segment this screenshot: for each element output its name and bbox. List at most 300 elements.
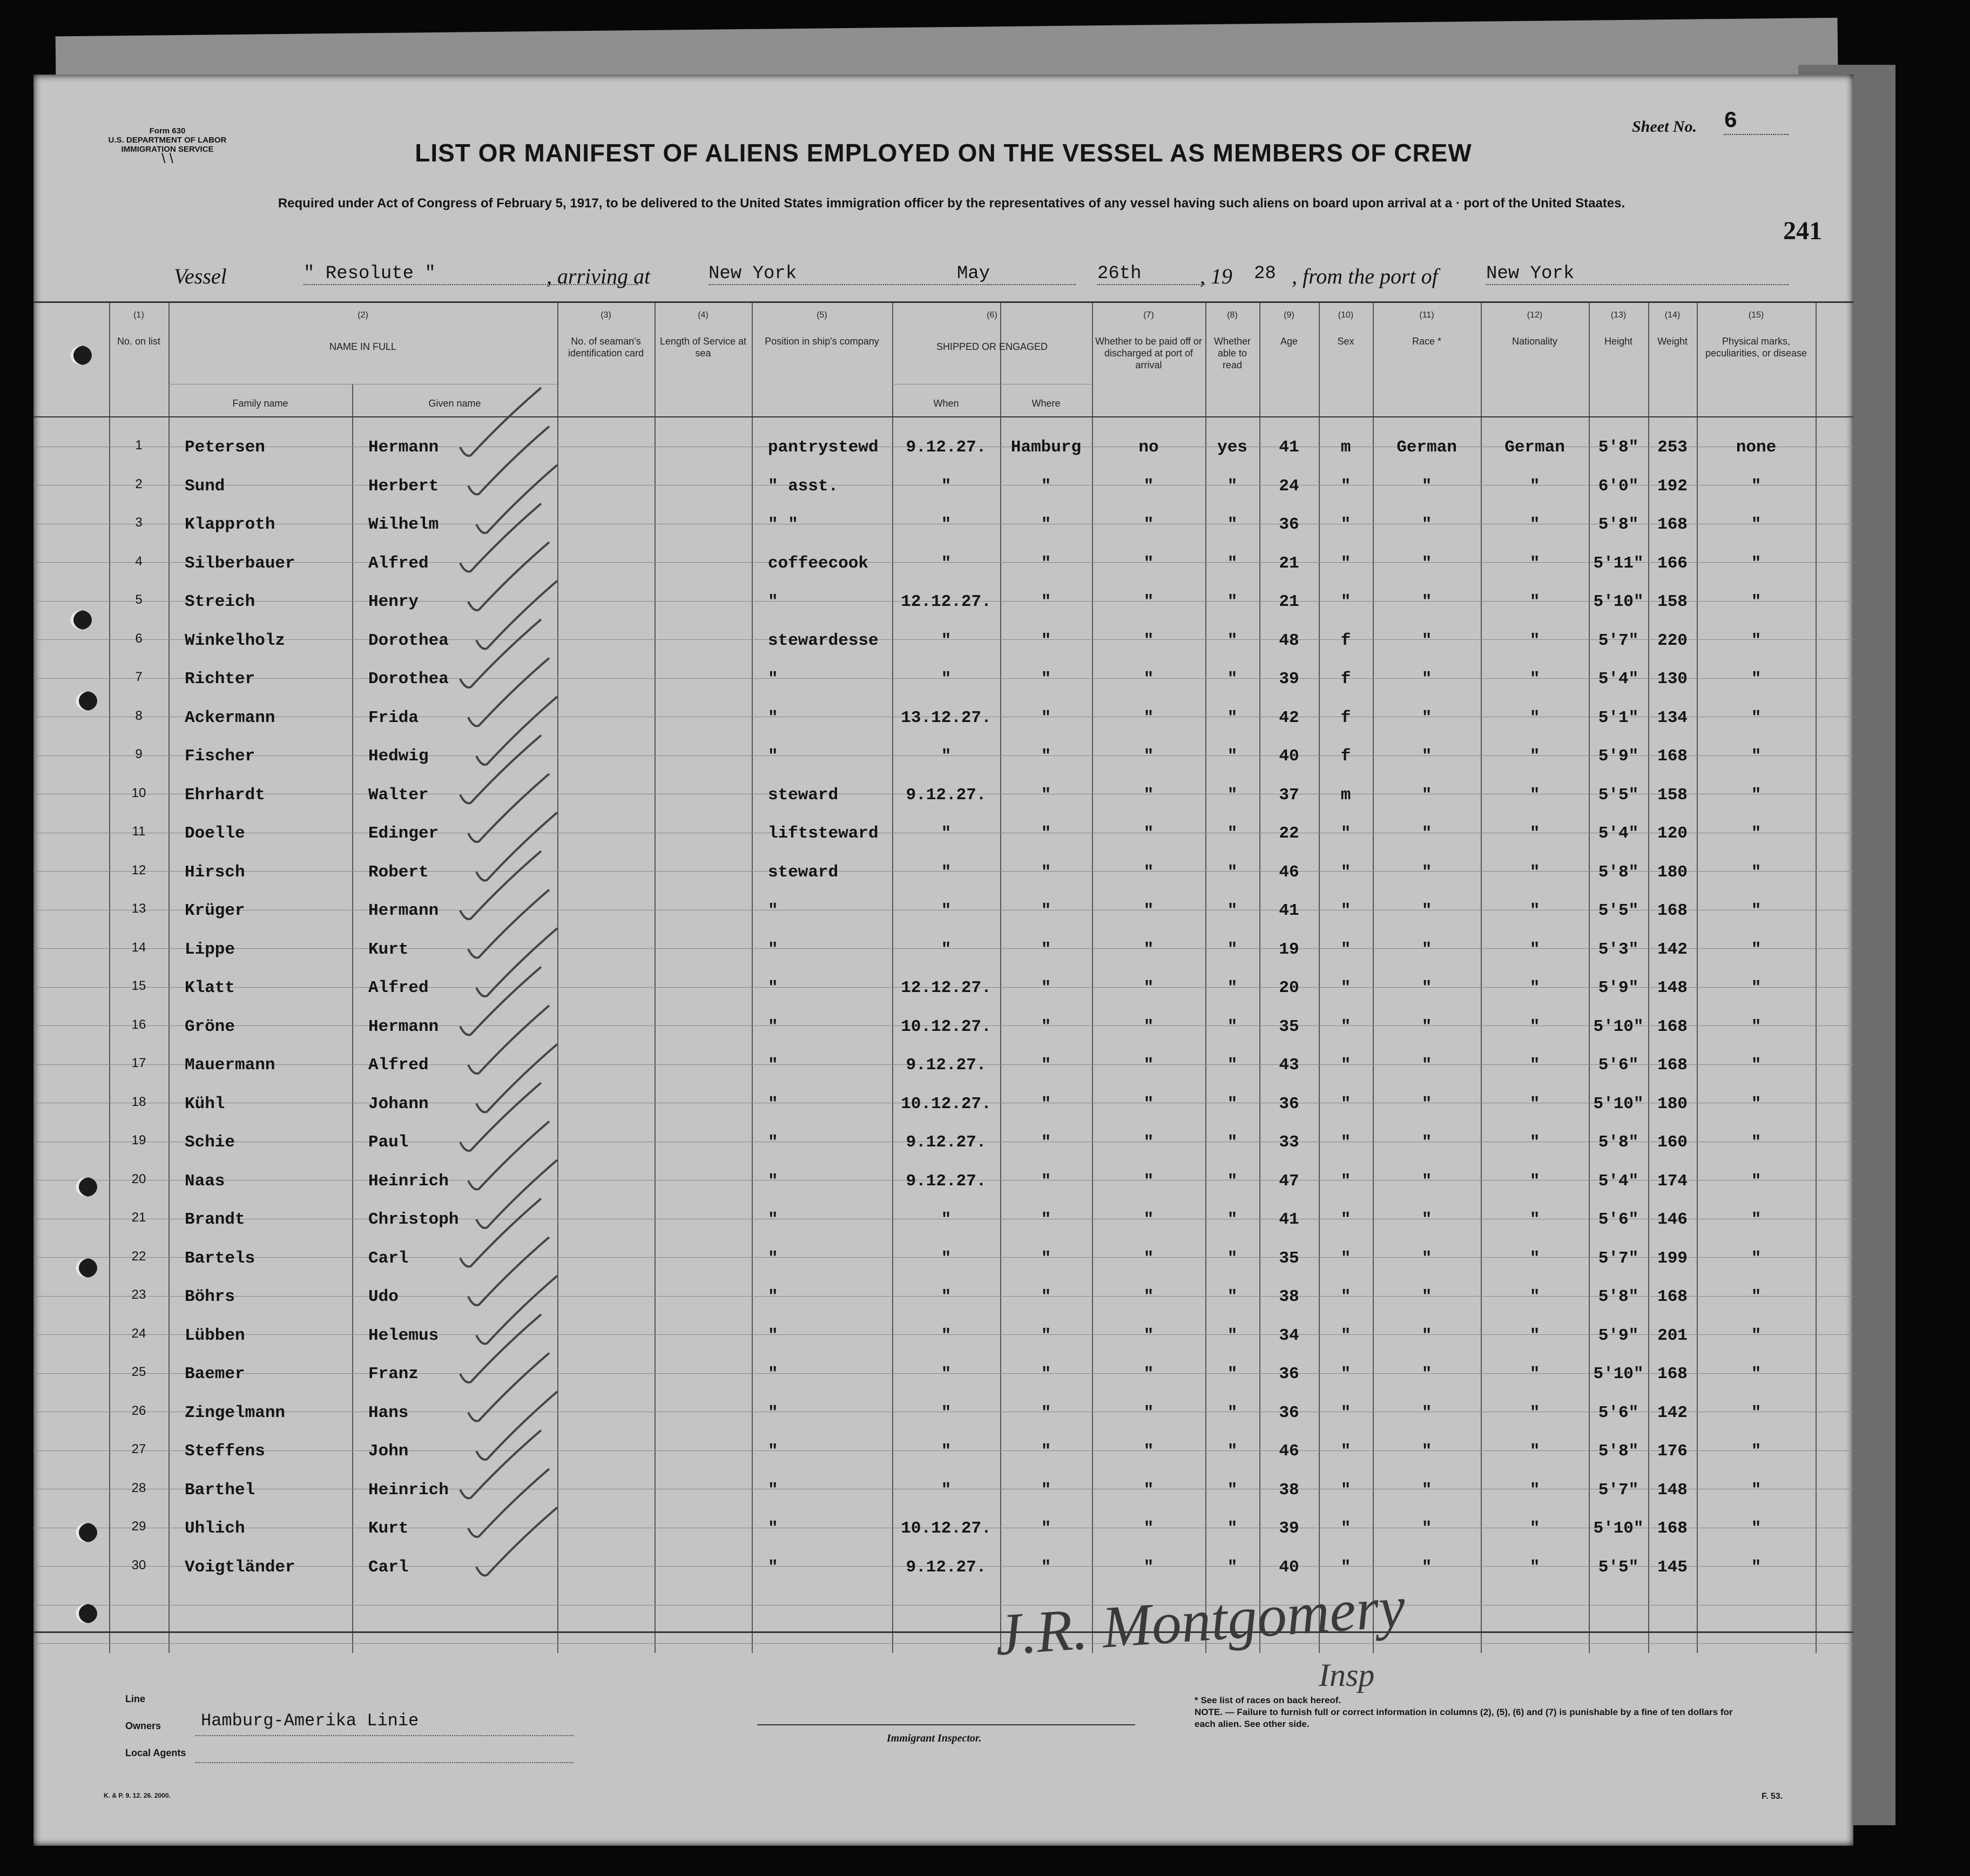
cell-paid: ": [1143, 940, 1154, 959]
cell-position: ": [768, 1326, 778, 1345]
cell-race: ": [1421, 1171, 1432, 1191]
cell-marks: ": [1751, 1249, 1762, 1268]
cell-family: Kühl: [185, 1094, 225, 1114]
column-header: Race *: [1412, 336, 1442, 347]
cell-nat: ": [1529, 747, 1540, 766]
from-port: New York: [1486, 264, 1789, 285]
cell-sex: ": [1340, 940, 1351, 959]
cell-height: 5'4": [1598, 824, 1639, 843]
cell-nat: ": [1529, 515, 1540, 534]
cell-sex: ": [1340, 1326, 1351, 1345]
cell-where: ": [1041, 1557, 1051, 1577]
cell-paid: ": [1143, 1210, 1154, 1229]
cell-sex: ": [1340, 1442, 1351, 1461]
cell-read: ": [1227, 1171, 1238, 1191]
cell-family: Steffens: [185, 1442, 265, 1461]
cell-race: ": [1421, 862, 1432, 882]
cell-family: Fischer: [185, 747, 255, 766]
cell-nat: ": [1529, 631, 1540, 650]
cell-given: Alfred: [368, 1056, 429, 1075]
cell-sex: f: [1340, 708, 1351, 727]
cell-read: ": [1227, 1017, 1238, 1036]
cell-no: 14: [131, 940, 146, 955]
race-note: * See list of races on back hereof.: [1195, 1695, 1341, 1705]
cell-age: 40: [1279, 747, 1299, 766]
cell-where: ": [1041, 515, 1051, 534]
cell-weight: 142: [1657, 940, 1688, 959]
cell-read: ": [1227, 979, 1238, 997]
cell-position: ": [768, 1480, 778, 1500]
cell-family: Lübben: [185, 1326, 245, 1345]
cell-age: 33: [1279, 1133, 1299, 1152]
column-header: Position in ship's company: [765, 336, 879, 347]
cell-weight: 180: [1657, 1094, 1688, 1114]
cell-sex: ": [1340, 1171, 1351, 1191]
cell-no: 16: [131, 1017, 146, 1032]
cell-weight: 158: [1657, 785, 1688, 805]
cell-family: Naas: [185, 1171, 225, 1191]
owners-value: Hamburg-Amerika Linie: [201, 1711, 419, 1731]
cell-race: ": [1421, 1326, 1432, 1345]
printer-mark: K. & P. 9. 12. 26. 2000.: [104, 1792, 171, 1799]
cell-race: ": [1421, 670, 1432, 689]
cell-marks: ": [1751, 979, 1762, 997]
cell-no: 28: [131, 1480, 146, 1495]
cell-where: ": [1041, 592, 1051, 611]
cell-age: 41: [1279, 1210, 1299, 1229]
cell-read: ": [1227, 1133, 1238, 1152]
cell-no: 5: [135, 592, 143, 607]
cell-where: ": [1041, 670, 1051, 689]
cell-read: ": [1227, 631, 1238, 650]
column-rule: [352, 384, 353, 1653]
cell-where: ": [1041, 1017, 1051, 1036]
cell-no: 27: [131, 1442, 146, 1456]
cell-height: 5'5": [1598, 901, 1639, 920]
cell-no: 8: [135, 708, 143, 723]
cell-where: ": [1041, 1442, 1051, 1461]
cell-paid: ": [1143, 785, 1154, 805]
column-header: No. of seaman's identification card: [568, 336, 644, 359]
cell-height: 5'5": [1598, 785, 1639, 805]
cell-age: 36: [1279, 1403, 1299, 1422]
cell-sex: ": [1340, 1403, 1351, 1422]
cell-position: ": [768, 979, 778, 997]
punch-hole: [76, 1523, 97, 1542]
cell-position: ": [768, 1403, 778, 1422]
cell-race: ": [1421, 901, 1432, 920]
cell-family: Voigtländer: [185, 1557, 295, 1577]
cell-sex: ": [1340, 1557, 1351, 1577]
cell-position: steward: [768, 862, 839, 882]
service: IMMIGRATION SERVICE: [121, 145, 214, 154]
cell-read: ": [1227, 901, 1238, 920]
cell-marks: ": [1751, 1519, 1762, 1538]
cell-family: Streich: [185, 592, 255, 611]
cell-marks: ": [1751, 1442, 1762, 1461]
cell-paid: ": [1143, 1557, 1154, 1577]
column-header: No. on list: [117, 336, 161, 347]
cell-nat: ": [1529, 670, 1540, 689]
cell-nat: ": [1529, 862, 1540, 882]
cell-nat: ": [1529, 1094, 1540, 1114]
sheet-number: 6: [1724, 108, 1789, 135]
cell-weight: 253: [1657, 438, 1688, 457]
cell-paid: ": [1143, 515, 1154, 534]
cell-position: liftsteward: [768, 824, 879, 843]
cell-age: 36: [1279, 1365, 1299, 1384]
column-header: Whether able to read: [1213, 336, 1251, 370]
cell-sex: ": [1340, 901, 1351, 920]
cell-paid: no: [1138, 438, 1159, 457]
cell-weight: 168: [1657, 901, 1688, 920]
cell-given: Wilhelm: [368, 515, 439, 534]
cell-marks: ": [1751, 554, 1762, 573]
cell-height: 5'9": [1598, 979, 1639, 997]
cell-no: 13: [131, 901, 146, 916]
cell-race: ": [1421, 1442, 1432, 1461]
cell-read: ": [1227, 476, 1238, 496]
cell-age: 36: [1279, 515, 1299, 534]
column-number: (8): [1227, 311, 1238, 320]
cell-weight: 134: [1657, 708, 1688, 727]
cell-where: ": [1041, 979, 1051, 997]
cell-read: yes: [1217, 438, 1247, 457]
cell-given: Dorothea: [368, 670, 449, 689]
cell-given: Kurt: [368, 940, 409, 959]
cell-read: ": [1227, 785, 1238, 805]
column-number: (3): [601, 311, 611, 320]
cell-read: ": [1227, 592, 1238, 611]
page-title: LIST OR MANIFEST OF ALIENS EMPLOYED ON THE VESSEL AS MEMBERS OF CREW: [415, 139, 1472, 167]
column-number: (11): [1419, 311, 1434, 320]
column-subheader: Given name: [428, 398, 481, 409]
cell-paid: ": [1143, 1442, 1154, 1461]
column-number: (2): [357, 311, 368, 320]
cell-age: 38: [1279, 1287, 1299, 1306]
cell-no: 17: [131, 1056, 146, 1070]
cell-no: 12: [131, 862, 146, 878]
cell-family: Zingelmann: [185, 1403, 286, 1422]
cell-family: Mauermann: [185, 1056, 275, 1075]
cell-race: ": [1421, 515, 1432, 534]
punch-hole: [76, 691, 97, 711]
cell-height: 5'8": [1598, 1442, 1639, 1461]
cell-where: ": [1041, 824, 1051, 843]
cell-position: ": [768, 1056, 778, 1075]
cell-race: ": [1421, 1017, 1432, 1036]
cell-marks: ": [1751, 670, 1762, 689]
cell-weight: 168: [1657, 1017, 1688, 1036]
cell-where: ": [1041, 1249, 1051, 1268]
cell-when: ": [941, 1287, 952, 1306]
cell-paid: ": [1143, 1326, 1154, 1345]
cell-weight: 201: [1657, 1326, 1688, 1345]
cell-paid: ": [1143, 862, 1154, 882]
cell-nat: ": [1529, 1519, 1540, 1538]
cell-read: ": [1227, 1442, 1238, 1461]
punch-hole: [70, 346, 92, 365]
cell-family: Bartels: [185, 1249, 255, 1268]
cell-when: ": [941, 476, 952, 496]
cell-no: 19: [131, 1133, 146, 1148]
column-number: (1): [133, 311, 144, 320]
cell-sex: ": [1340, 1017, 1351, 1036]
cell-read: ": [1227, 1287, 1238, 1306]
cell-given: Frida: [368, 708, 419, 727]
cell-position: ": [768, 1249, 778, 1268]
cell-sex: ": [1340, 515, 1351, 534]
cell-nat: ": [1529, 1210, 1540, 1229]
cell-no: 6: [135, 631, 143, 646]
cell-age: 41: [1279, 901, 1299, 920]
handwritten-mark: \ \: [161, 150, 173, 166]
column-header: Nationality: [1512, 336, 1558, 347]
cell-family: Ehrhardt: [185, 785, 265, 805]
cell-given: Hedwig: [368, 747, 429, 766]
cell-sex: f: [1340, 631, 1351, 650]
crew-table: [33, 301, 1853, 1653]
cell-height: 5'9": [1598, 1326, 1639, 1345]
cell-nat: ": [1529, 1403, 1540, 1422]
cell-family: Schie: [185, 1133, 235, 1152]
cell-age: 48: [1279, 631, 1299, 650]
cell-read: ": [1227, 1557, 1238, 1577]
cell-paid: ": [1143, 708, 1154, 727]
cell-when: 9.12.27.: [906, 1557, 987, 1577]
cell-sex: ": [1340, 1133, 1351, 1152]
cell-paid: ": [1143, 979, 1154, 997]
cell-weight: 168: [1657, 747, 1688, 766]
cell-weight: 146: [1657, 1210, 1688, 1229]
cell-position: ": [768, 1519, 778, 1538]
form-code: F. 53.: [1762, 1792, 1783, 1801]
cell-where: ": [1041, 1287, 1051, 1306]
cell-paid: ": [1143, 824, 1154, 843]
cell-no: 20: [131, 1171, 146, 1186]
cell-position: ": [768, 1017, 778, 1036]
cell-marks: ": [1751, 747, 1762, 766]
cell-age: 21: [1279, 554, 1299, 573]
cell-marks: ": [1751, 1557, 1762, 1577]
cell-no: 3: [135, 515, 143, 530]
cell-sex: m: [1340, 438, 1351, 457]
column-subheader: When: [933, 398, 959, 409]
cell-given: Heinrich: [368, 1171, 449, 1191]
cell-height: 5'8": [1598, 515, 1639, 534]
column-number: (7): [1143, 311, 1154, 320]
cell-age: 42: [1279, 708, 1299, 727]
cell-marks: ": [1751, 901, 1762, 920]
cell-race: ": [1421, 1210, 1432, 1229]
cell-nat: ": [1529, 1442, 1540, 1461]
cell-height: 5'10": [1593, 1094, 1644, 1114]
arrival-month: May: [957, 264, 1076, 285]
cell-when: 9.12.27.: [906, 438, 987, 457]
cell-age: 36: [1279, 1094, 1299, 1114]
penalty-note: NOTE. — Failure to furnish full or correct information in columns (2), (5), (6) and (7) is punishable by a fine of ten dollars for each alien. See other side.: [1195, 1707, 1733, 1729]
cell-given: Herbert: [368, 476, 439, 496]
cell-given: Alfred: [368, 554, 429, 573]
cell-no: 7: [135, 670, 143, 684]
vessel-line: [141, 258, 1794, 296]
cell-sex: m: [1340, 785, 1351, 805]
cell-when: ": [941, 515, 952, 534]
cell-weight: 120: [1657, 824, 1688, 843]
cell-given: Paul: [368, 1133, 409, 1152]
year-prefix: , 19: [1200, 264, 1232, 288]
cell-race: ": [1421, 554, 1432, 573]
cell-family: Petersen: [185, 438, 265, 457]
cell-position: steward: [768, 785, 839, 805]
cell-given: John: [368, 1442, 409, 1461]
cell-age: 47: [1279, 1171, 1299, 1191]
cell-weight: 148: [1657, 1480, 1688, 1500]
cell-read: ": [1227, 824, 1238, 843]
cell-given: Helemus: [368, 1326, 439, 1345]
cell-where: ": [1041, 940, 1051, 959]
cell-position: ": [768, 901, 778, 920]
column-number: (12): [1527, 311, 1543, 320]
cell-paid: ": [1143, 670, 1154, 689]
cell-race: ": [1421, 1557, 1432, 1577]
cell-race: ": [1421, 1249, 1432, 1268]
form-number: Form 630: [149, 126, 186, 136]
cell-given: Udo: [368, 1287, 399, 1306]
cell-no: 21: [131, 1210, 146, 1225]
cell-age: 21: [1279, 592, 1299, 611]
cell-nat: ": [1529, 1326, 1540, 1345]
column-number: (9): [1284, 311, 1294, 320]
line-label: Line: [125, 1693, 146, 1704]
cell-nat: ": [1529, 824, 1540, 843]
cell-age: 46: [1279, 1442, 1299, 1461]
cell-where: ": [1041, 862, 1051, 882]
cell-when: 9.12.27.: [906, 1056, 987, 1075]
cell-height: 5'11": [1593, 554, 1644, 573]
cell-when: ": [941, 631, 952, 650]
cell-family: Doelle: [185, 824, 245, 843]
cell-weight: 176: [1657, 1442, 1688, 1461]
cell-marks: ": [1751, 1326, 1762, 1345]
cell-family: Böhrs: [185, 1287, 235, 1306]
cell-where: ": [1041, 1519, 1051, 1538]
cell-family: Richter: [185, 670, 255, 689]
table-bottom-rule: [33, 1631, 1853, 1633]
column-subheader: Family name: [232, 398, 288, 409]
cell-marks: ": [1751, 476, 1762, 496]
cell-paid: ": [1143, 901, 1154, 920]
cell-weight: 168: [1657, 1287, 1688, 1306]
cell-given: Kurt: [368, 1519, 409, 1538]
cell-height: 5'3": [1598, 940, 1639, 959]
cell-no: 15: [131, 979, 146, 993]
cell-nat: ": [1529, 979, 1540, 997]
cell-paid: ": [1143, 1094, 1154, 1114]
cell-weight: 142: [1657, 1403, 1688, 1422]
cell-read: ": [1227, 1365, 1238, 1384]
column-header: SHIPPED OR ENGAGED: [936, 341, 1048, 352]
cell-sex: ": [1340, 554, 1351, 573]
cell-position: ": [768, 592, 778, 611]
cell-race: ": [1421, 747, 1432, 766]
footnotes: [1195, 1695, 1735, 1730]
cell-read: ": [1227, 1480, 1238, 1500]
cell-no: 29: [131, 1519, 146, 1534]
cell-nat: ": [1529, 1480, 1540, 1500]
cell-nat: ": [1529, 1557, 1540, 1577]
cell-when: ": [941, 901, 952, 920]
cell-height: 6'0": [1598, 476, 1639, 496]
cell-family: Winkelholz: [185, 631, 286, 650]
cell-no: 10: [131, 785, 146, 800]
cell-sex: ": [1340, 1480, 1351, 1500]
cell-paid: ": [1143, 592, 1154, 611]
cell-nat: ": [1529, 901, 1540, 920]
cell-read: ": [1227, 1056, 1238, 1075]
column-header: NAME IN FULL: [329, 341, 397, 352]
cell-height: 5'8": [1598, 862, 1639, 882]
cell-when: ": [941, 747, 952, 766]
cell-height: 5'10": [1593, 1017, 1644, 1036]
cell-paid: ": [1143, 554, 1154, 573]
cell-age: 41: [1279, 438, 1299, 457]
cell-sex: ": [1340, 1365, 1351, 1384]
cell-height: 5'7": [1598, 631, 1639, 650]
cell-height: 5'8": [1598, 1133, 1639, 1152]
cell-race: ": [1421, 708, 1432, 727]
cell-read: ": [1227, 1326, 1238, 1345]
cell-family: Klatt: [185, 979, 235, 997]
cell-where: ": [1041, 631, 1051, 650]
cell-weight: 174: [1657, 1171, 1688, 1191]
cell-marks: ": [1751, 1287, 1762, 1306]
cell-height: 5'6": [1598, 1210, 1639, 1229]
cell-family: Ackermann: [185, 708, 275, 727]
cell-paid: ": [1143, 1249, 1154, 1268]
cell-family: Klapproth: [185, 515, 275, 534]
owners-underline: [195, 1735, 574, 1736]
cell-race: ": [1421, 1365, 1432, 1384]
cell-weight: 158: [1657, 592, 1688, 611]
cell-nat: ": [1529, 1017, 1540, 1036]
cell-sex: ": [1340, 476, 1351, 496]
cell-where: ": [1041, 1171, 1051, 1191]
cell-marks: ": [1751, 1056, 1762, 1075]
cell-position: ": [768, 670, 778, 689]
cell-age: 20: [1279, 979, 1299, 997]
column-header: Whether to be paid off or discharged at port of arrival: [1095, 336, 1202, 370]
cell-sex: ": [1340, 1210, 1351, 1229]
cell-age: 38: [1279, 1480, 1299, 1500]
cell-nat: German: [1505, 438, 1565, 457]
cell-given: Hans: [368, 1403, 409, 1422]
cell-height: 5'4": [1598, 1171, 1639, 1191]
cell-where: ": [1041, 901, 1051, 920]
cell-no: 9: [135, 747, 143, 761]
cell-age: 37: [1279, 785, 1299, 805]
cell-where: Hamburg: [1010, 438, 1082, 457]
cell-no: 24: [131, 1326, 146, 1341]
cell-paid: ": [1143, 1056, 1154, 1075]
cell-position: ": [768, 1557, 778, 1577]
cell-marks: ": [1751, 708, 1762, 727]
cell-when: ": [941, 862, 952, 882]
cell-race: ": [1421, 1056, 1432, 1075]
cell-marks: ": [1751, 1094, 1762, 1114]
cell-when: ": [941, 554, 952, 573]
cell-race: ": [1421, 631, 1432, 650]
